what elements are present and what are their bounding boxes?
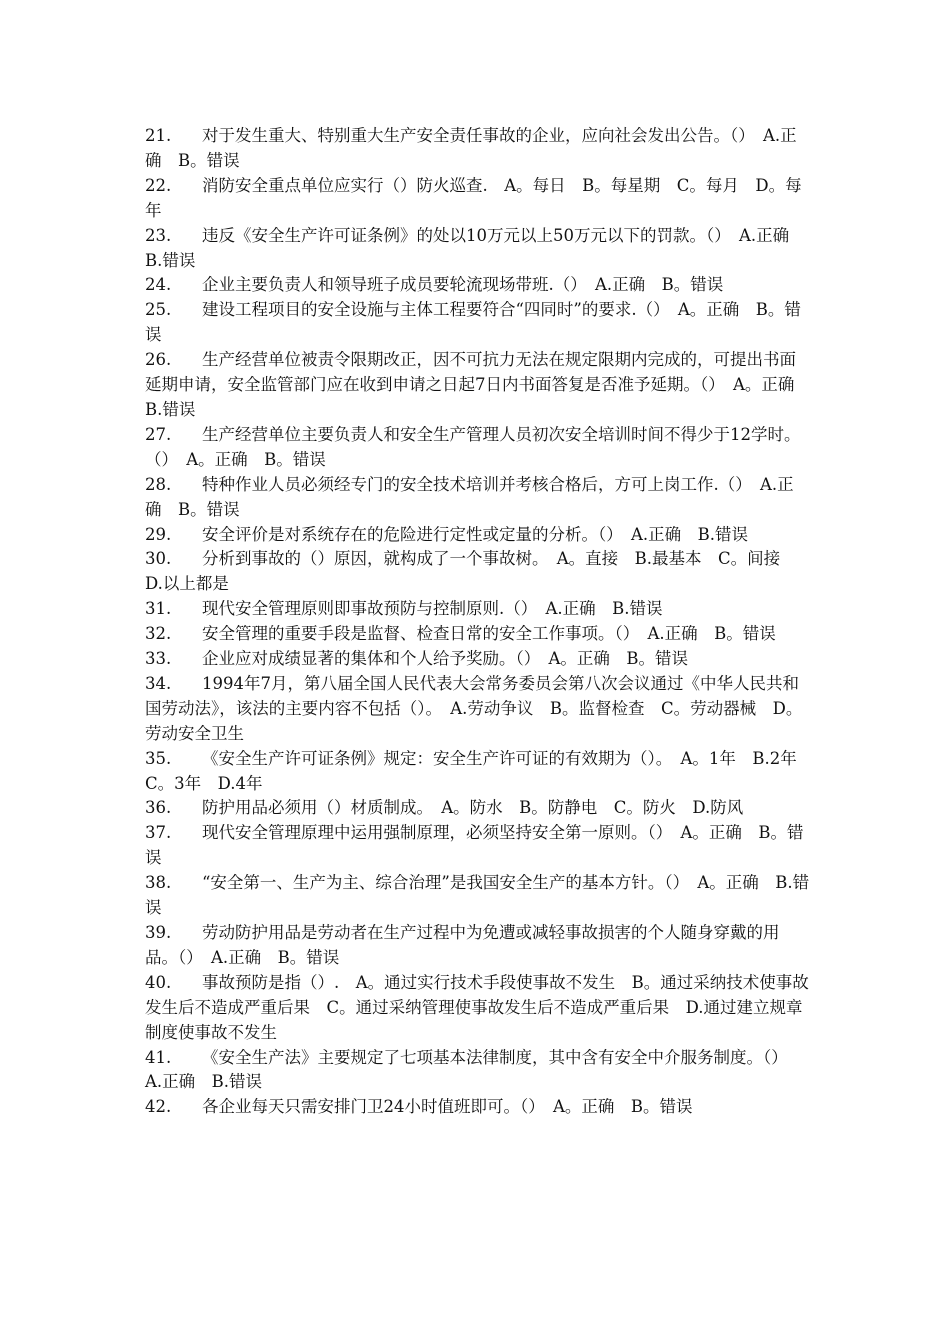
question-number: 23.	[145, 225, 172, 245]
question-number: 37.	[145, 823, 172, 843]
question-item	[145, 871, 810, 921]
question-list	[145, 124, 814, 1120]
question-item	[145, 273, 810, 298]
question-text: 消防安全重点单位应实行（）防火巡查. A。每日 B。每星期 C。每月 D。每年	[145, 175, 802, 220]
question-number: 29.	[145, 524, 172, 544]
question-item	[145, 348, 810, 423]
question-item	[145, 1095, 810, 1120]
question-text: 各企业每天只需安排门卫24小时值班即可。（） A。正确 B。错误	[202, 1097, 693, 1117]
question-item	[145, 672, 810, 747]
question-number: 36.	[145, 798, 172, 818]
question-text: 劳动防护用品是劳动者在生产过程中为免遭或减轻事故损害的个人随身穿戴的用品。（） A.正确 B。错误	[145, 923, 780, 967]
question-number: 31.	[145, 599, 172, 619]
question-text: 分析到事故的（）原因，就构成了一个事故树。 A。直接 B.最基本 C。间接 D.以上都是	[145, 549, 797, 594]
question-text: 生产经营单位被责令限期改正，因不可抗力无法在规定限期内完成的，可提出书面延期申请，安全监管部门应在收到申请之日起7日内书面答复是否准予延期。（） A。正确 B.错误	[145, 350, 811, 419]
question-number: 32.	[145, 624, 172, 644]
question-item	[145, 597, 810, 622]
question-item	[145, 423, 810, 473]
question-number: 22.	[145, 175, 172, 195]
question-text: “安全第一、生产为主、综合治理”是我国安全生产的基本方针。（） A。正确 B.错误	[145, 873, 810, 918]
question-number: 28.	[145, 474, 172, 494]
question-text: 《安全生产许可证条例》规定：安全生产许可证的有效期为（）。 A。1年 B.2年 C。3年 D.4年	[145, 748, 814, 793]
question-text: 事故预防是指（）. A。通过实行技术手段使事故不发生 B。通过采纳技术使事故发生后不造成严重后果 C。通过采纳管理使事故发生后不造成严重后果 D.通过建立规章制度使事故不发生	[145, 972, 809, 1042]
question-item	[145, 523, 810, 548]
question-number: 25.	[145, 300, 172, 320]
question-item	[145, 298, 810, 348]
question-number: 21.	[145, 126, 172, 145]
question-number: 42.	[145, 1097, 172, 1117]
question-text: 现代安全管理原则即事故预防与控制原则.（） A.正确 B.错误	[202, 599, 663, 619]
question-item	[145, 796, 810, 821]
question-number: 27.	[145, 424, 172, 444]
question-text: 防护用品必须用（）材质制成。 A。防水 B。防静电 C。防火 D.防风	[202, 798, 744, 818]
question-text: 建设工程项目的安全设施与主体工程要符合“四同时”的要求.（） A。正确 B。错误	[145, 300, 801, 345]
question-text: 企业主要负责人和领导班子成员要轮流现场带班.（） A.正确 B。错误	[202, 275, 724, 295]
question-text: 企业应对成绩显著的集体和个人给予奖励。（） A。正确 B。错误	[202, 649, 689, 669]
question-text: 生产经营单位主要负责人和安全生产管理人员初次安全培训时间不得少于12学时。（） A。正确 B。错误	[145, 424, 801, 469]
question-number: 26.	[145, 350, 172, 370]
question-number: 33.	[145, 649, 172, 669]
question-number: 35.	[145, 748, 172, 768]
question-number: 38.	[145, 873, 172, 893]
question-item	[145, 921, 810, 971]
question-number: 24.	[145, 275, 172, 295]
question-text: 特种作业人员必须经专门的安全技术培训并考核合格后，方可上岗工作.（） A.正确 B。错误	[145, 474, 794, 519]
question-item	[145, 174, 810, 224]
question-item	[145, 473, 810, 523]
question-text: 安全评价是对系统存在的危险进行定性或定量的分析。（） A.正确 B.错误	[202, 524, 749, 544]
question-item	[145, 821, 810, 871]
question-number: 40.	[145, 972, 172, 992]
question-item	[145, 971, 810, 1046]
question-item	[145, 647, 810, 672]
question-text: 对于发生重大、特别重大生产安全责任事故的企业，应向社会发出公告。（） A.正确 B。错误	[145, 126, 797, 170]
question-text: 违反《安全生产许可证条例》的处以10万元以上50万元以下的罚款。（） A.正确 B.错误	[145, 225, 806, 270]
question-number: 41.	[145, 1047, 172, 1067]
question-text: 安全管理的重要手段是监督、检查日常的安全工作事项。（） A.正确 B。错误	[202, 624, 776, 644]
question-item	[145, 1046, 810, 1096]
question-item	[145, 747, 814, 797]
question-item	[145, 224, 810, 274]
question-number: 34.	[145, 673, 172, 693]
question-text: 现代安全管理原理中运用强制原理，必须坚持安全第一原则。（） A。正确 B。错误	[145, 823, 804, 868]
question-item	[145, 622, 810, 647]
question-item	[145, 547, 810, 597]
question-text: 1994年7月，第八届全国人民代表大会常务委员会第八次会议通过《中华人民共和国劳动法》，该法的主要内容不包括（）。 A.劳动争议 B。监督检查 C。劳动器械 D。劳动安全卫生	[145, 673, 803, 743]
question-number: 39.	[145, 923, 172, 942]
question-number: 30.	[145, 549, 172, 569]
question-text: 《安全生产法》主要规定了七项基本法律制度，其中含有安全中介服务制度。（） A.正确 B.错误	[145, 1047, 796, 1092]
question-item	[145, 124, 810, 174]
